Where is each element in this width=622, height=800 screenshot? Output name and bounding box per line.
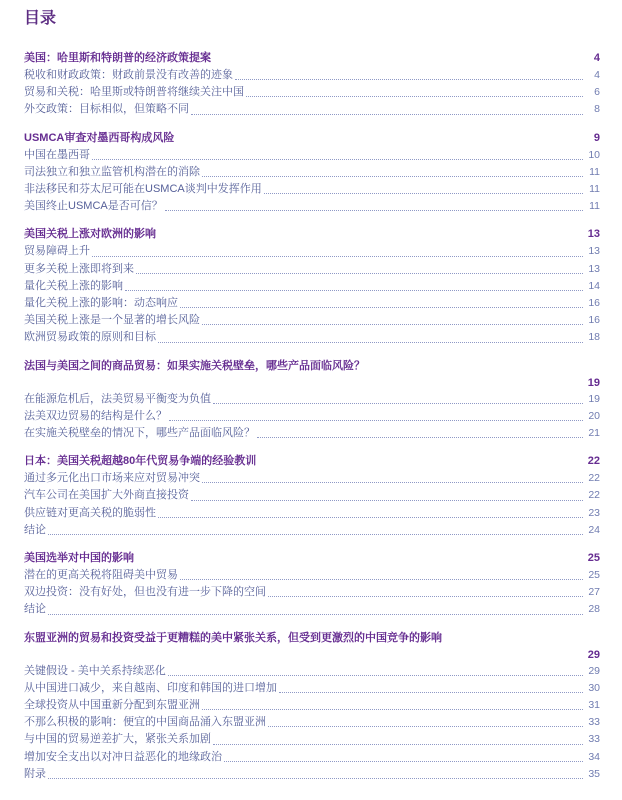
toc-section-title: 日本：美国关税超越80年代贸易争端的经验教训 [24,455,257,468]
toc-section [24,358,600,443]
toc-section [24,550,600,619]
toc-entry-page: 22 [588,489,600,502]
toc-entry-page: 10 [588,148,600,161]
toc-entry-page: 13 [588,262,600,275]
toc-entry-label: 美国关税上涨是一个显著的增长风险 [24,314,200,327]
dot-leader [224,761,583,762]
toc-entry[interactable] [24,425,600,442]
toc-entry-page: 30 [588,681,600,694]
dot-leader [48,778,583,779]
dot-leader [268,596,583,597]
toc-entry[interactable] [24,101,600,118]
toc-entry-page: 16 [588,314,600,327]
dot-leader [168,675,583,676]
toc-entry[interactable] [24,329,600,346]
toc-entry[interactable] [24,67,600,84]
toc-entry-page: 23 [588,506,600,519]
toc-section-page[interactable]: 29 [587,648,600,661]
toc-entry[interactable] [24,714,600,731]
toc-entry-page: 13 [588,245,600,258]
toc-entry-page: 11 [589,183,600,196]
toc-entry-label: 潜在的更高关税将阻碍美中贸易 [24,569,178,582]
toc-entry-page: 27 [588,586,600,599]
toc-entry[interactable] [24,261,600,278]
toc-entry[interactable] [24,147,600,164]
toc-entry[interactable] [24,663,600,680]
toc-entry[interactable] [24,487,600,504]
toc-section-page: 25 [587,552,600,565]
toc-entry-label: 美国终止USMCA是否可信？ [24,200,163,213]
toc-section-heading[interactable] [24,130,600,147]
toc-entry-label: 在实施关税壁垒的情况下，哪些产品面临风险？ [24,427,255,440]
dot-leader [202,482,583,483]
dot-leader [48,614,583,615]
toc-entry-page: 28 [588,603,600,616]
toc-entry-label: 结论 [24,603,46,616]
toc-entry-label: 不那么积极的影响：便宜的中国商品涌入东盟亚洲 [24,716,266,729]
toc-section-title: USMCA审查对墨西哥构成风险 [24,131,175,144]
toc-entry-label: 汽车公司在美国扩大外商直接投资 [24,489,189,502]
dot-leader [268,726,583,727]
dot-leader [158,517,583,518]
toc-entry-label: 供应链对更高关税的脆弱性 [24,506,156,519]
toc-entry-page: 29 [588,664,600,677]
toc-entry[interactable] [24,766,600,783]
toc-entry[interactable] [24,731,600,748]
dot-leader [279,692,583,693]
dot-leader [213,744,583,745]
toc-entry-page: 19 [588,392,600,405]
toc-entry-page: 16 [588,297,600,310]
page-title: 目录 [24,10,57,27]
toc-entry-page: 14 [588,279,600,292]
toc-entry-label: 贸易障碍上升 [24,245,90,258]
toc-entry-page: 35 [588,767,600,780]
toc-section-title: 法国与美国之间的商品贸易：如果实施关税壁垒，哪些产品面临风险？ [24,359,365,372]
dot-leader [235,79,583,80]
toc-entry-page: 24 [588,523,600,536]
toc-entry[interactable] [24,181,600,198]
toc-entry[interactable] [24,278,600,295]
toc-entry-page: 21 [588,427,600,440]
toc-entry-page: 33 [588,716,600,729]
toc-entry-label: 双边投资：没有好处，但也没有进一步下降的空间 [24,586,266,599]
toc-section-title: 美国关税上涨对欧洲的影响 [24,228,156,241]
toc-entry-label: 从中国进口减少，来自越南、印度和韩国的进口增加 [24,681,277,694]
toc-entry[interactable] [24,164,600,181]
toc-list [24,50,600,783]
dot-leader [180,307,583,308]
toc-section [24,50,600,119]
toc-section-page: 9 [593,131,600,144]
toc-entry-label: 结论 [24,523,46,536]
toc-entry-label: 外交政策：目标相似，但策略不同 [24,103,189,116]
dot-leader [257,437,583,438]
toc-entry-label: 法美双边贸易的结构是什么？ [24,409,167,422]
dot-leader [202,324,583,325]
toc-entry-label: 附录 [24,767,46,780]
toc-entry-page: 25 [588,569,600,582]
toc-section-page: 4 [593,52,600,64]
toc-entry[interactable] [24,243,600,260]
toc-entry-page: 18 [588,331,600,344]
toc-entry-page: 33 [588,733,600,746]
toc-entry[interactable] [24,505,600,522]
toc-entry-label: 与中国的贸易逆差扩大，紧张关系加剧 [24,733,211,746]
toc-section-page: 13 [587,228,600,241]
dot-leader [264,193,583,194]
toc-entry-label: 增加安全支出以对冲日益恶化的地缘政治 [24,750,222,763]
toc-entry[interactable] [24,697,600,714]
dot-leader [191,500,583,501]
toc-section-heading[interactable] [24,358,600,375]
toc-entry-page: 6 [594,86,600,99]
toc-entry[interactable] [24,408,600,425]
dot-leader [202,709,583,710]
toc-entry-label: 在能源危机后，法美贸易平衡变为负值 [24,392,211,405]
toc-entry[interactable] [24,312,600,329]
toc-entry-label: 非法移民和芬太尼可能在USMCA谈判中发挥作用 [24,183,262,196]
toc-entry[interactable] [24,470,600,487]
toc-entry-label: 通过多元化出口市场来应对贸易冲突 [24,472,200,485]
toc-entry-page: 22 [588,472,600,485]
dot-leader [169,420,583,421]
toc-entry[interactable] [24,391,600,408]
toc-section-page: 22 [587,455,600,468]
toc-section-title: 美国：哈里斯和特朗普的经济政策提案 [24,52,211,64]
toc-section-heading[interactable] [24,226,600,243]
toc-section-heading[interactable] [24,550,600,567]
toc-entry[interactable] [24,198,600,215]
dot-leader [246,96,583,97]
toc-entry-label: 欧洲贸易政策的原则和目标 [24,331,156,344]
toc-entry-label: 中国在墨西哥 [24,148,90,161]
dot-leader [125,290,583,291]
toc-section-title: 东盟亚洲的贸易和投资受益于更糟糕的美中紧张关系，但受到更激烈的中国竞争的影响 [24,631,442,644]
toc-entry-page: 11 [589,165,600,178]
toc-entry-label: 贸易和关税：哈里斯或特朗普将继续关注中国 [24,86,244,99]
toc-entry-label: 司法独立和独立监管机构潜在的消除 [24,165,200,178]
dot-leader [136,273,583,274]
toc-entry-page: 20 [588,409,600,422]
toc-section [24,130,600,216]
toc-entry-page: 34 [588,750,600,763]
toc-entry-label: 量化关税上涨的影响 [24,279,123,292]
dot-leader [92,256,583,257]
dot-leader [191,114,583,115]
toc-entry[interactable] [24,749,600,766]
toc-entry-page: 4 [594,69,600,81]
toc-entry-page: 11 [589,200,600,213]
toc-section [24,630,600,783]
toc-entry[interactable] [24,584,600,601]
toc-entry-label: 更多关税上涨即将到来 [24,262,134,275]
toc-entry-page: 8 [594,103,600,116]
toc-section-heading[interactable] [24,453,600,470]
dot-leader [92,159,583,160]
dot-leader [213,403,583,404]
toc-entry[interactable] [24,522,600,539]
toc-entry[interactable] [24,567,600,584]
toc-entry[interactable] [24,601,600,618]
toc-entry-page: 31 [588,699,600,712]
toc-entry-label: 关键假设 - 美中关系持续恶化 [24,664,166,677]
toc-section-page[interactable]: 19 [587,376,600,389]
toc-entry[interactable] [24,295,600,312]
toc-section-title: 美国选举对中国的影响 [24,552,134,565]
toc-section-heading[interactable] [24,630,600,647]
toc-entry[interactable] [24,680,600,697]
toc-entry-label: 全球投资从中国重新分配到东盟亚洲 [24,699,200,712]
dot-leader [165,210,583,211]
toc-section [24,453,600,539]
dot-leader [202,176,583,177]
toc-entry-label: 量化关税上涨的影响：动态响应 [24,297,178,310]
dot-leader [180,579,583,580]
toc-entry-label: 税收和财政政策：财政前景没有改善的迹象 [24,69,233,81]
toc-section-heading[interactable] [24,50,600,67]
toc-section [24,226,600,346]
toc-entry[interactable] [24,84,600,101]
dot-leader [158,342,583,343]
dot-leader [48,534,583,535]
